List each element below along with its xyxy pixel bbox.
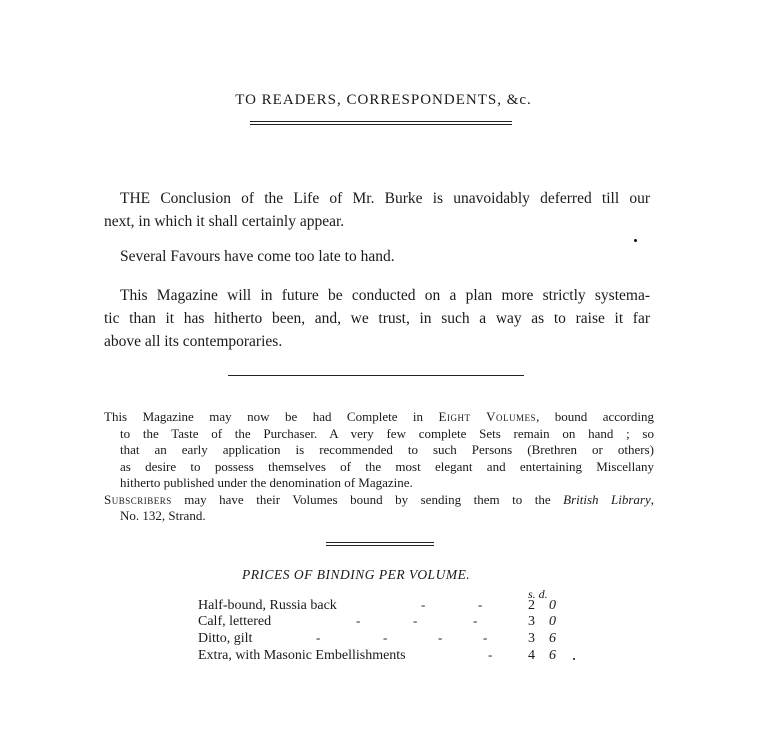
price-row [198,598,578,615]
volumes-notice [104,409,654,525]
eight-volumes-text: Eight Volumes [438,409,537,424]
price-row [198,648,578,665]
notice-line [104,409,654,426]
pence-value: 0 [549,614,556,629]
pence-header: d. [538,587,548,601]
binding-item: Calf, lettered [198,614,272,629]
dash-leader: - [478,597,483,612]
notice-text: may have their Volumes bound by sending them to the [171,491,564,507]
binding-item: Half-bound, Russia back [198,598,337,613]
pence-value: 6 [549,631,556,646]
paragraph-line: tic than it has hitherto been, and, we trust, in such a way as to raise it far [104,310,650,327]
dash-leader: - [316,630,321,645]
shillings-header: s. [528,587,536,601]
dash-leader: - [356,613,361,628]
paragraph-line: above all its contemporaries. [104,333,283,350]
section-divider-rule [228,375,524,376]
notice-line: to the Taste of the Purchaser. A very few complete Sets remain on hand ; so [120,425,654,441]
dash-leader: - [473,613,478,628]
dash-leader: - [483,630,488,645]
dash-leader: - [438,630,443,645]
notice-text: , bound according [536,409,654,424]
notice-line: that an early application is recommended to such Persons (Brethren or others) [120,442,654,457]
notice-line: No. 132, Strand. [120,508,206,523]
favours-paragraph: Several Favours have come too late to hand. [120,248,395,265]
prices-double-rule [326,542,434,543]
notice-line: hitherto published under the denomination of Magazine. [120,475,413,490]
price-row [198,631,578,648]
shillings-value: 4 [528,648,535,663]
notice-line: as desire to possess themselves of the most elegant and entertaining Miscellany [120,458,654,474]
shillings-value: 3 [528,614,535,629]
price-row [198,614,578,631]
dash-leader: - [488,647,493,662]
ink-speck [634,239,637,242]
shillings-value: 2 [528,598,535,613]
british-library-text: British Library [563,491,651,507]
pence-value: 0 [549,598,556,613]
paragraph-line: THE Conclusion of the Life of Mr. Burke is unavoidably deferred till our [120,190,650,207]
paragraph-line: next, in which it shall certainly appear. [104,213,345,230]
binding-item: Ditto, gilt [198,631,253,646]
dash-leader: - [383,630,388,645]
binding-item: Extra, with Masonic Embellishments [198,648,406,663]
prices-title: PRICES OF BINDING PER VOLUME. [242,567,471,582]
paragraph-line: This Magazine will in future be conducted on a plan more strictly systema- [120,287,650,304]
page-heading: TO READERS, CORRESPONDENTS, &c. [235,92,532,108]
future-plan-paragraph [104,284,650,353]
burke-notice-paragraph [104,187,650,233]
notice-text: This Magazine may now be had Complete in [104,409,424,424]
dash-leader: - [421,597,426,612]
dash-leader: - [413,613,418,628]
notice-line [104,492,654,509]
pence-value: 6 [549,648,556,663]
heading-double-rule [250,121,512,122]
shillings-value: 3 [528,631,535,646]
subscribers-text: Subscribers [104,491,172,507]
notice-text: , [650,491,655,507]
ink-speck [573,658,575,660]
